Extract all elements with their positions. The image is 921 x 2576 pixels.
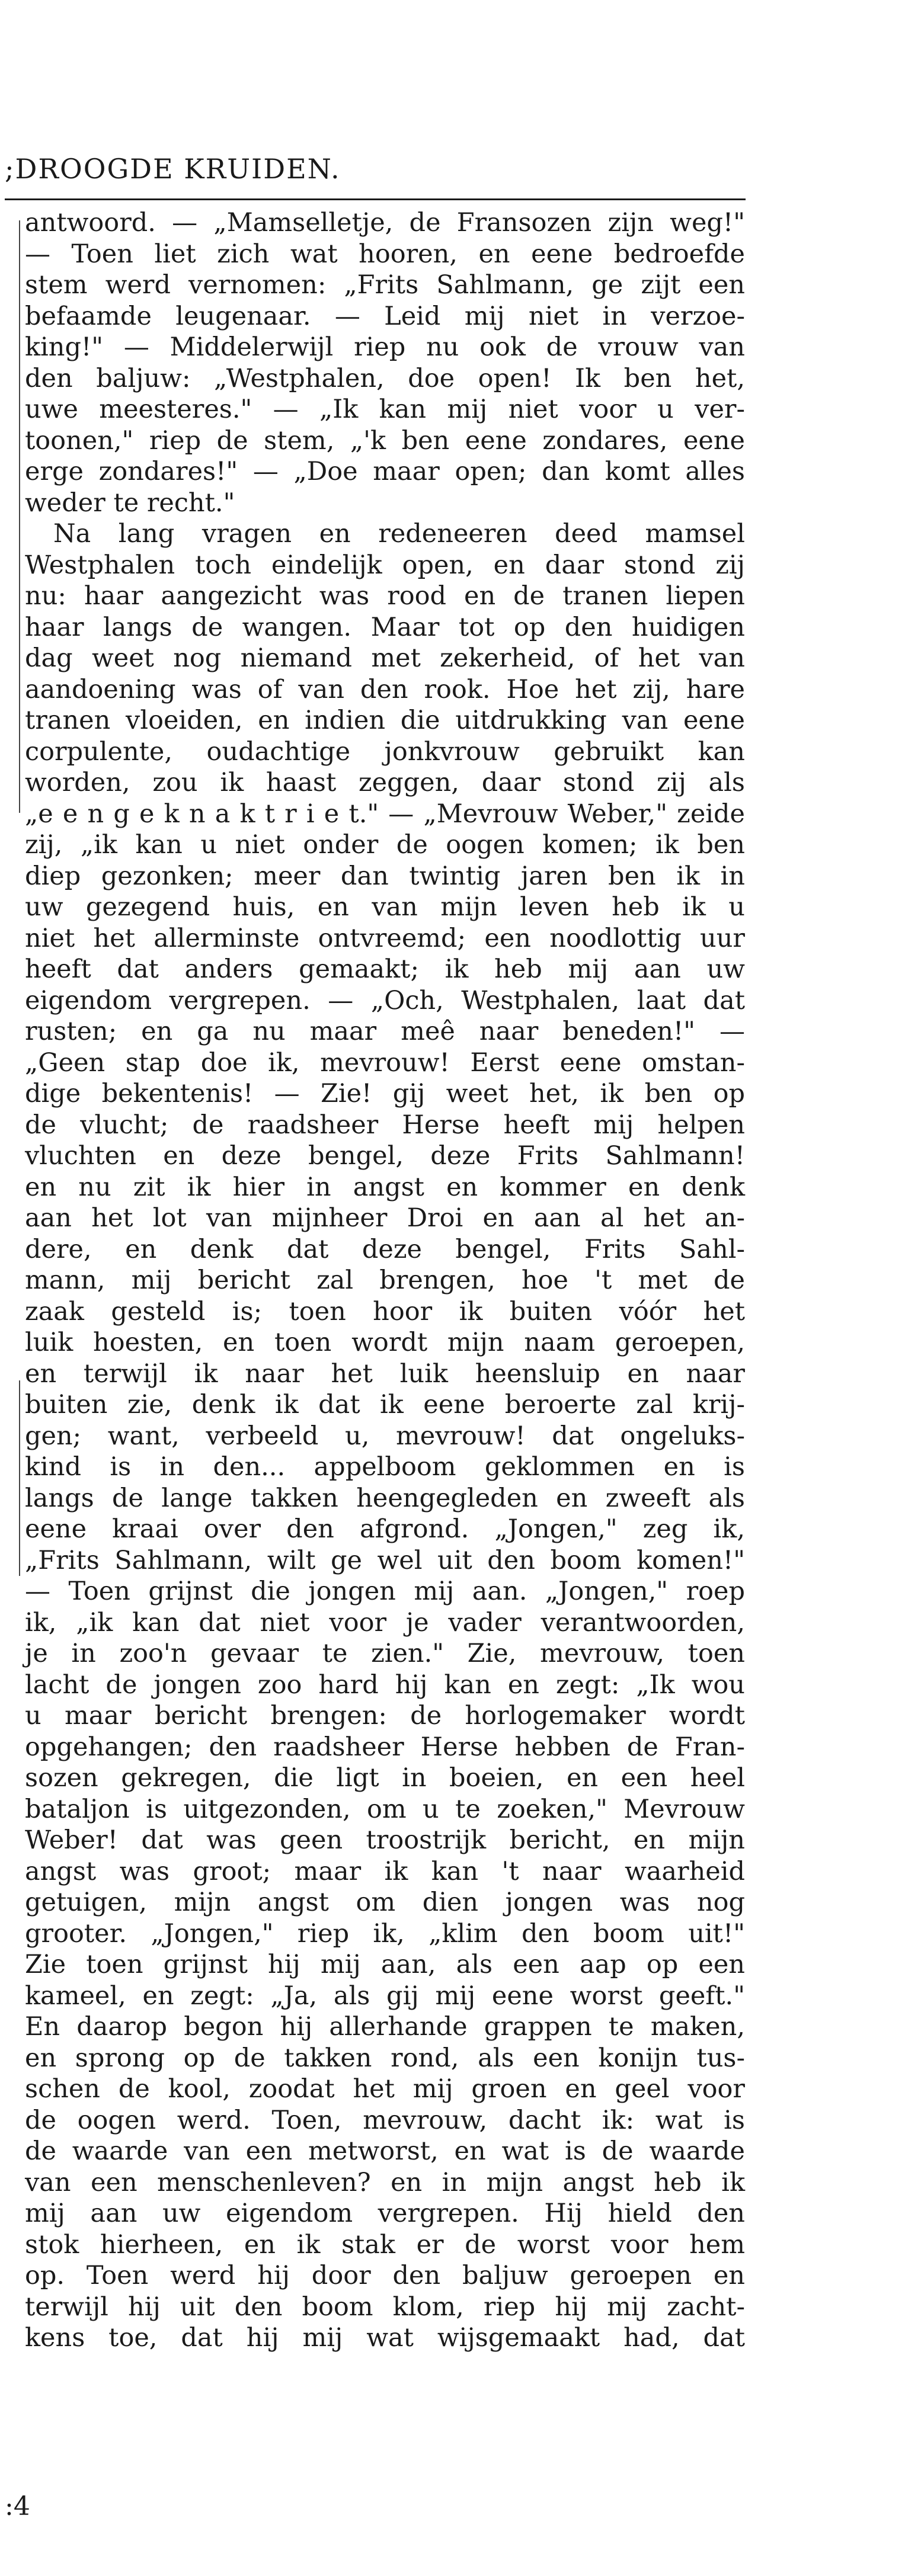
text-line: gen; want, verbeeld u, mevrouw! dat ongeluks-	[25, 1421, 745, 1451]
text-line: uw gezegend huis, en van mijn leven heb ik u	[25, 892, 745, 922]
text-line: buiten zie, denk ik dat ik eene beroerte zal krij-	[25, 1390, 745, 1420]
text-line: getuigen, mijn angst om dien jongen was nog	[25, 1888, 745, 1917]
text-line: — Toen grijnst die jongen mij aan. „Jongen," roep	[25, 1577, 745, 1606]
text-line: luik hoesten, en toen wordt mijn naam geroepen,	[25, 1328, 745, 1357]
text-line: stem werd vernomen: „Frits Sahlmann, ge zijt een	[25, 270, 745, 300]
text-line: grooter. „Jongen," riep ik, „klim den boom uit!"	[25, 1918, 745, 1949]
text-line: eene kraai over den afgrond. „Jongen," zeg ik,	[25, 1514, 745, 1544]
text-line: niet het allerminste ontvreemd; een noodlottig uur	[25, 923, 745, 953]
text-line: uwe meesteres." — „Ik kan mij niet voor u ver-	[25, 395, 745, 424]
text-line: heeft dat anders gemaakt; ik heb mij aan uw	[25, 954, 745, 984]
text-line: schen de kool, zoodat het mij groen en geel voor	[25, 2074, 745, 2104]
text-line: Weber! dat was geen troostrijk bericht, en mijn	[25, 1825, 745, 1855]
text-line: — Toen liet zich wat hooren, en eene bedroefde	[25, 239, 745, 269]
text-line: dag weet nog niemand met zekerheid, of het van	[25, 643, 745, 673]
text-line: dige bekentenis! — Zie! gij weet het, ik ben op	[25, 1079, 745, 1108]
text-line: Zie toen grijnst hij mij aan, als een aap op een	[25, 1950, 745, 1979]
text-line: bataljon is uitgezonden, om u te zoeken," Mevrouw	[25, 1794, 745, 1824]
text-line: toonen," riep de stem, „'k ben eene zondares, eene	[25, 425, 745, 456]
text-line: den baljuw: „Westphalen, doe open! Ik ben het,	[25, 363, 745, 393]
body-text	[25, 207, 745, 2354]
text-line: ik, „ik kan dat niet voor je vader verantwoorden,	[25, 1607, 745, 1638]
text-line: corpulente, oudachtige jonkvrouw gebruikt kan	[25, 736, 745, 767]
text-line: zij, „ik kan u niet onder de oogen komen; ik ben	[25, 830, 745, 860]
text-line: mij aan uw eigendom vergrepen. Hij hield den	[25, 2199, 745, 2228]
text-line: Westphalen toch eindelijk open, en daar stond zij	[25, 550, 745, 580]
text-line: tranen vloeiden, en indien die uitdrukking van eene	[25, 706, 745, 735]
text-line: angst was groot; maar ik kan 't naar waarheid	[25, 1856, 745, 1886]
text-line: aan het lot van mijnheer Droi en aan al het an-	[25, 1203, 745, 1233]
text-line: sozen gekregen, die ligt in boeien, en een heel	[25, 1763, 745, 1793]
text-line: de waarde van een metworst, en wat is de waarde	[25, 2136, 745, 2166]
text-line: terwijl hij uit den boom klom, riep hij mij zacht-	[25, 2292, 745, 2322]
text-line: Na lang vragen en redeneeren deed mamsel	[53, 519, 745, 549]
text-line: rusten; en ga nu maar meê naar beneden!" —	[25, 1017, 745, 1046]
text-line: kens toe, dat hij mij wat wijsgemaakt had, dat	[25, 2323, 745, 2353]
margin-line	[19, 220, 20, 813]
text-line: mann, mij bericht zal brengen, hoe 't met de	[25, 1265, 745, 1295]
text-line: de vlucht; de raadsheer Herse heeft mij helpen	[25, 1110, 745, 1140]
text-line: van een menschenleven? en in mijn angst heb ik	[25, 2167, 745, 2197]
text-line: „Frits Sahlmann, wilt ge wel uit den boom komen!"	[25, 1545, 745, 1575]
text-line: nu: haar aangezicht was rood en de tranen liepen	[25, 581, 745, 611]
text-line: lacht de jongen zoo hard hij kan en zegt: „Ik wou	[25, 1670, 745, 1700]
text-line: aandoening was of van den rook. Hoe het zij, hare	[25, 674, 745, 704]
text-line: en sprong op de takken rond, als een konijn tus-	[25, 2043, 745, 2073]
text-line: eigendom vergrepen. — „Och, Westphalen, laat dat	[25, 985, 745, 1015]
text-line: kind is in den... appelboom geklommen en is	[25, 1452, 745, 1482]
margin-line	[19, 1380, 20, 1576]
text-line: En daarop begon hij allerhande grappen te maken,	[25, 2012, 745, 2042]
page-number: :4	[5, 2491, 30, 2521]
text-line: „Geen stap doe ik, mevrouw! Eerst eene omstan-	[25, 1047, 745, 1078]
text-line: op. Toen werd hij door den baljuw geroepen en	[25, 2261, 745, 2290]
text-line: u maar bericht brengen: de horlogemaker wordt	[25, 1701, 745, 1731]
text-line: erge zondares!" — „Doe maar open; dan komt alles	[25, 457, 745, 486]
text-line: antwoord. — „Mamselletje, de Fransozen zijn weg!"	[25, 208, 745, 238]
text-line: kameel, en zegt: „Ja, als gij mij eene worst geeft."	[25, 1981, 745, 2011]
text-line: diep gezonken; meer dan twintig jaren ben ik in	[25, 861, 745, 891]
text-line: langs de lange takken heengegleden en zweeft als	[25, 1483, 745, 1513]
text-line: stok hierheen, en ik stak er de worst voor hem	[25, 2229, 745, 2260]
text-line: zaak gesteld is; toen hoor ik buiten vóór het	[25, 1296, 745, 1327]
text-line: de oogen werd. Toen, mevrouw, dacht ik: wat is	[25, 2105, 745, 2135]
text-line: worden, zou ik haast zeggen, daar stond zij als	[25, 768, 745, 797]
text-line: opgehangen; den raadsheer Herse hebben de Fran-	[25, 1732, 745, 1762]
text-line: en nu zit ik hier in angst en kommer en denk	[25, 1172, 745, 1202]
text-line: en terwijl ik naar het luik heensluip en naar	[25, 1359, 745, 1389]
text-line: „e e n g e k n a k t r i e t." — „Mevrouw Weber," zeide	[25, 799, 745, 829]
text-line: king!" — Middelerwijl riep nu ook de vrouw van	[25, 332, 745, 362]
running-title: ;DROOGDE KRUIDEN.	[5, 153, 341, 185]
text-line: je in zoo'n gevaar te zien." Zie, mevrouw, toen	[25, 1639, 745, 1668]
header-rule	[5, 198, 746, 200]
text-line: haar langs de wangen. Maar tot op den huidigen	[25, 612, 745, 642]
text-line: dere, en denk dat deze bengel, Frits Sahl-	[25, 1234, 745, 1264]
text-line: weder te recht."	[25, 488, 235, 518]
text-line: vluchten en deze bengel, deze Frits Sahlmann!	[25, 1141, 745, 1171]
text-line: befaamde leugenaar. — Leid mij niet in verzoe-	[25, 301, 745, 331]
